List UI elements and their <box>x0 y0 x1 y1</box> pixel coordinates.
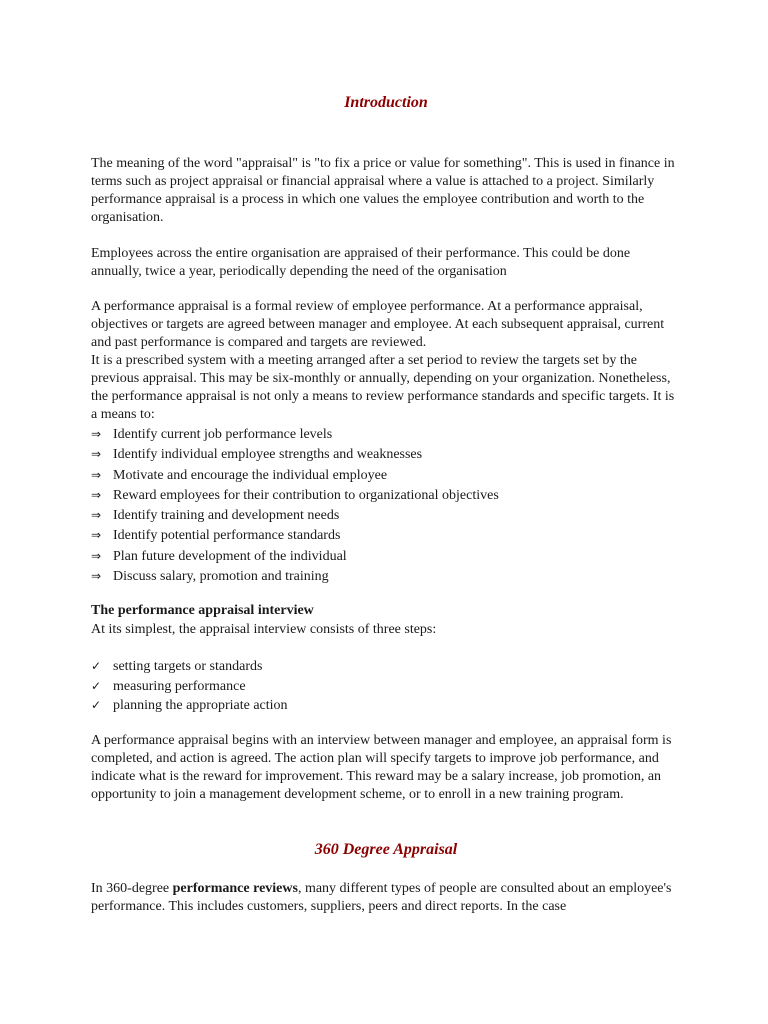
arrow-icon: ⇒ <box>91 447 102 462</box>
intro-paragraph-3a: A performance appraisal is a formal review of employee performance. At a performance appraisal, objectives or targets are agreed between manager and employee. At each subsequent appraisal, current and past performance is compared and targets are reviewed. <box>91 299 665 350</box>
list-item: ✓ planning the appropriate action <box>91 698 288 713</box>
arrow-icon: ⇒ <box>91 528 102 543</box>
list-item: ⇒ Identify potential performance standards <box>91 525 681 545</box>
arrow-icon: ⇒ <box>91 508 102 523</box>
interview-steps-list <box>91 657 681 716</box>
list-item: ⇒ Motivate and encourage the individual employee <box>91 465 681 485</box>
arrow-icon: ⇒ <box>91 487 102 502</box>
list-item: ⇒ Identify current job performance levels <box>91 424 681 444</box>
arrow-icon: ⇒ <box>91 427 102 441</box>
list-item: ⇒ Plan future development of the individual <box>91 546 681 566</box>
introduction-heading: Introduction <box>344 94 428 111</box>
list-item: ⇒ Identify training and development needs <box>91 505 681 525</box>
arrow-icon: ⇒ <box>91 548 102 563</box>
check-icon: ✓ <box>91 659 102 673</box>
list-item: ⇒ Reward employees for their contribution to organizational objectives <box>91 485 681 505</box>
performance-reviews-emphasis: performance reviews <box>172 881 298 896</box>
intro-paragraph-1: The meaning of the word "appraisal" is "to fix a price or value for something". This is used in finance in terms such as project appraisal or financial appraisal where a value is attached to a project. Similarly performance appraisal is a process in which one values the employee contribution and worth to the organisation. <box>91 156 675 225</box>
degree360-paragraph: In 360-degree performance reviews, many different types of people are consulted about an employee's performance. This includes customers, suppliers, peers and direct reports. In the case <box>91 881 672 914</box>
appraisal-purposes-list <box>91 424 681 586</box>
intro-paragraph-3b: It is a prescribed system with a meeting arranged after a set period to review the targets set by the previous appraisal. This may be six-monthly or annually, depending on your organization. Nonetheless, the performance appraisal is not only a means to review performance standards and specific targets. It is a means to: <box>91 353 675 422</box>
interview-subheading: The performance appraisal interview <box>91 603 314 618</box>
list-item: ⇒ Identify individual employee strengths and weaknesses <box>91 444 681 464</box>
list-item: ✓ setting targets or standards <box>91 659 263 674</box>
arrow-icon: ⇒ <box>91 467 102 482</box>
arrow-icon: ⇒ <box>91 569 102 584</box>
degree360-heading: 360 Degree Appraisal <box>314 841 458 858</box>
check-icon: ✓ <box>91 678 102 693</box>
interview-paragraph: A performance appraisal begins with an interview between manager and employee, an appraisal form is completed, and action is agreed. The action plan will specify targets to improve job performance, and indicate what is the reward for improvement. This reward may be a salary increase, job promotion, an opportunity to join a management development scheme, or to enroll in a new training program. <box>91 733 672 802</box>
interview-lead: At its simplest, the appraisal interview consists of three steps: <box>91 622 437 637</box>
intro-paragraph-2: Employees across the entire organisation are appraised of their performance. This could be done annually, twice a year, periodically depending the need of the organisation <box>91 246 631 279</box>
check-icon: ✓ <box>91 698 102 712</box>
list-item: ✓ measuring performance <box>91 678 246 694</box>
list-item: ⇒ Discuss salary, promotion and training <box>91 566 681 586</box>
